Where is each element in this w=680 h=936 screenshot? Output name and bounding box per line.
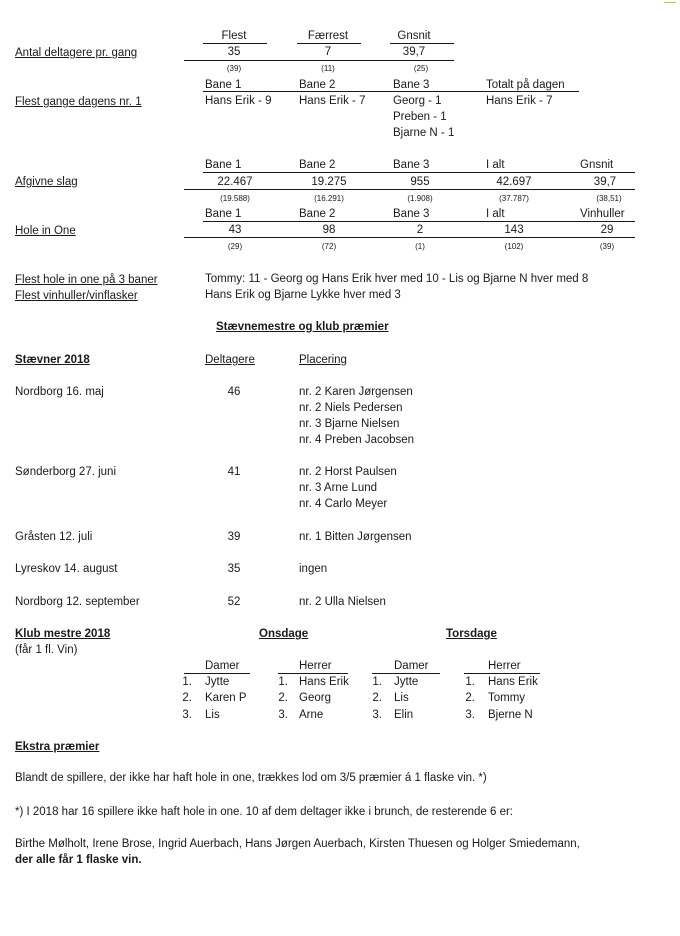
header-rule bbox=[203, 43, 267, 44]
group-title: Damer bbox=[205, 660, 240, 672]
prev-flest: (39) bbox=[226, 64, 242, 73]
group-title: Damer bbox=[394, 660, 429, 672]
rank: 2. bbox=[182, 692, 192, 704]
rank: 1. bbox=[465, 676, 475, 688]
group-rule bbox=[464, 673, 540, 674]
event-count: 46 bbox=[227, 386, 241, 398]
event-count: 35 bbox=[227, 563, 241, 575]
value-rule bbox=[184, 189, 635, 190]
header-rule bbox=[203, 221, 635, 222]
event-placement: nr. 2 Horst Paulsen bbox=[299, 466, 397, 478]
strokes-value: 39,7 bbox=[593, 176, 617, 188]
wednesday-header: Onsdage bbox=[259, 628, 309, 640]
events-header: Stævner 2018 bbox=[15, 354, 90, 366]
hio-header: Bane 1 bbox=[205, 208, 242, 220]
bane3-value: Bjarne N - 1 bbox=[393, 127, 455, 139]
hio-prev: (1) bbox=[415, 242, 425, 251]
extra-closing: der alle får 1 flaske vin. bbox=[15, 854, 142, 866]
strokes-header: Bane 1 bbox=[205, 159, 242, 171]
most-wine-label: Flest vinhuller/vinflasker bbox=[15, 290, 138, 302]
thursday-header: Torsdage bbox=[446, 628, 497, 640]
bane3-header: Bane 3 bbox=[393, 79, 430, 91]
winner-name: Lis bbox=[205, 709, 220, 721]
most-hio-label: Flest hole in one på 3 baner bbox=[15, 274, 158, 286]
strokes-value: 19.275 bbox=[311, 176, 347, 188]
event-placement: nr. 3 Arne Lund bbox=[299, 482, 378, 494]
most-wine-text: Hans Erik og Bjarne Lykke hver med 3 bbox=[205, 289, 401, 301]
strokes-value: 42.697 bbox=[496, 176, 532, 188]
winner-name: Bjerne N bbox=[488, 709, 533, 721]
group-rule bbox=[184, 673, 250, 674]
extra-names: Birthe Mølholt, Irene Brose, Ingrid Auerbach, Hans Jørgen Auerbach, Kirsten Thuesen og Holger Smiedemann, bbox=[15, 838, 580, 850]
strokes-header: Bane 2 bbox=[299, 159, 336, 171]
club-sub: (får 1 fl. Vin) bbox=[15, 644, 78, 656]
value-faerrest: 7 bbox=[324, 46, 332, 58]
bane2-header: Bane 2 bbox=[299, 79, 336, 91]
value-rule bbox=[184, 237, 635, 238]
strokes-prev: (16.291) bbox=[314, 194, 344, 203]
rank: 3. bbox=[372, 709, 382, 721]
value-flest: 35 bbox=[227, 46, 241, 58]
event-placement: nr. 4 Preben Jacobsen bbox=[299, 434, 415, 446]
group-title: Herrer bbox=[488, 660, 521, 672]
participants-col-header: Deltagere bbox=[205, 354, 255, 366]
scan-mark bbox=[664, 2, 676, 3]
group-title: Herrer bbox=[299, 660, 332, 672]
prev-faerrest: (11) bbox=[321, 64, 335, 73]
event-name: Nordborg 16. maj bbox=[15, 386, 104, 398]
total-header: Totalt på dagen bbox=[486, 79, 565, 91]
hio-value: 43 bbox=[228, 224, 242, 236]
header-gnsnit: Gnsnit bbox=[397, 30, 431, 42]
header-rule bbox=[297, 43, 361, 44]
hio-value: 143 bbox=[504, 224, 524, 236]
event-count: 52 bbox=[227, 596, 241, 608]
placement-col-header: Placering bbox=[299, 354, 347, 366]
strokes-header: Bane 3 bbox=[393, 159, 430, 171]
hio-header: Bane 2 bbox=[299, 208, 336, 220]
event-count: 41 bbox=[227, 466, 241, 478]
rank: 2. bbox=[278, 692, 288, 704]
rank: 3. bbox=[465, 709, 475, 721]
prev-gnsnit: (25) bbox=[413, 64, 429, 73]
event-placement: nr. 2 Niels Pedersen bbox=[299, 402, 403, 414]
header-rule bbox=[203, 91, 579, 92]
extra-header: Ekstra præmier bbox=[15, 741, 100, 753]
winner-name: Lis bbox=[394, 692, 409, 704]
rank: 3. bbox=[182, 709, 192, 721]
event-placement: ingen bbox=[299, 563, 328, 575]
hio-value: 29 bbox=[600, 224, 614, 236]
header-rule bbox=[203, 172, 635, 173]
rank: 1. bbox=[182, 676, 192, 688]
event-name: Lyreskov 14. august bbox=[15, 563, 118, 575]
group-rule bbox=[372, 673, 440, 674]
extra-footnote: *) I 2018 har 16 spillere ikke haft hole in one. 10 af dem deltager ikke i brunch, de resterende 6 er: bbox=[15, 806, 513, 818]
header-faerrest: Færrest bbox=[307, 30, 349, 42]
extra-paragraph: Blandt de spillere, der ikke har haft hole in one, trækkes lod om 3/5 præmier á 1 flaske vin. *) bbox=[15, 772, 487, 784]
winner-name: Hans Erik bbox=[299, 676, 349, 688]
group-rule bbox=[278, 673, 348, 674]
strokes-prev: (37.787) bbox=[499, 194, 529, 203]
hio-label: Hole in One bbox=[15, 225, 76, 237]
event-placement: nr. 2 Karen Jørgensen bbox=[299, 386, 413, 398]
strokes-prev: (1.908) bbox=[407, 194, 433, 203]
strokes-header: I alt bbox=[486, 159, 505, 171]
hio-prev: (29) bbox=[227, 242, 243, 251]
hio-header: I alt bbox=[486, 208, 505, 220]
rank: 2. bbox=[372, 692, 382, 704]
rank: 3. bbox=[278, 709, 288, 721]
bane3-value: Preben - 1 bbox=[393, 111, 447, 123]
winner-name: Karen P bbox=[205, 692, 247, 704]
header-rule bbox=[390, 43, 454, 44]
event-count: 39 bbox=[227, 531, 241, 543]
winner-name: Tommy bbox=[488, 692, 526, 704]
strokes-label: Afgivne slag bbox=[15, 176, 78, 188]
strokes-value: 955 bbox=[410, 176, 430, 188]
strokes-prev: (38,51) bbox=[596, 194, 622, 203]
winner-name: Georg bbox=[299, 692, 331, 704]
rank: 1. bbox=[372, 676, 382, 688]
hio-header: Bane 3 bbox=[393, 208, 430, 220]
most-hio-text: Tommy: 11 - Georg og Hans Erik hver med 10 - Lis og Bjarne N hver med 8 bbox=[205, 273, 589, 285]
bane1-value: Hans Erik - 9 bbox=[205, 95, 272, 107]
rank: 1. bbox=[278, 676, 288, 688]
rank: 2. bbox=[465, 692, 475, 704]
header-flest: Flest bbox=[221, 30, 247, 42]
event-placement: nr. 2 Ulla Nielsen bbox=[299, 596, 386, 608]
total-value: Hans Erik - 7 bbox=[486, 95, 553, 107]
strokes-value: 22.467 bbox=[217, 176, 253, 188]
hio-value: 2 bbox=[416, 224, 424, 236]
value-gnsnit: 39,7 bbox=[402, 46, 426, 58]
winner-name: Jytte bbox=[394, 676, 419, 688]
event-placement: nr. 4 Carlo Meyer bbox=[299, 498, 388, 510]
hio-prev: (72) bbox=[321, 242, 337, 251]
event-placement: nr. 3 Bjarne Nielsen bbox=[299, 418, 400, 430]
winner-name: Elin bbox=[394, 709, 414, 721]
winner-name: Hans Erik bbox=[488, 676, 538, 688]
club-header: Klub mestre 2018 bbox=[15, 628, 111, 640]
bane3-value: Georg - 1 bbox=[393, 95, 442, 107]
winner-name: Arne bbox=[299, 709, 324, 721]
participants-label: Antal deltagere pr. gang bbox=[15, 47, 138, 59]
event-name: Gråsten 12. juli bbox=[15, 531, 93, 543]
hio-prev: (102) bbox=[504, 242, 524, 251]
hio-value: 98 bbox=[322, 224, 336, 236]
event-placement: nr. 1 Bitten Jørgensen bbox=[299, 531, 412, 543]
bane2-value: Hans Erik - 7 bbox=[299, 95, 366, 107]
event-name: Sønderborg 27. juni bbox=[15, 466, 117, 478]
section-title: Stævnemestre og klub præmier bbox=[216, 321, 389, 333]
hio-header: Vinhuller bbox=[580, 208, 625, 220]
winner-name: Jytte bbox=[205, 676, 230, 688]
event-name: Nordborg 12. september bbox=[15, 596, 140, 608]
strokes-header: Gnsnit bbox=[580, 159, 614, 171]
value-rule bbox=[184, 60, 454, 61]
strokes-prev: (19.588) bbox=[220, 194, 250, 203]
hio-prev: (39) bbox=[599, 242, 615, 251]
most-first-label: Flest gange dagens nr. 1 bbox=[15, 96, 142, 108]
bane1-header: Bane 1 bbox=[205, 79, 242, 91]
